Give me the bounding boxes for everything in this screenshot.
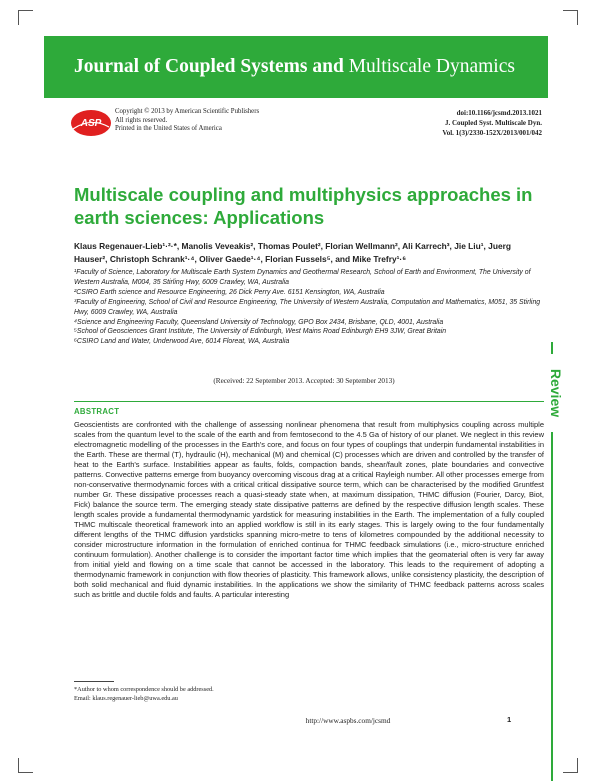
- publisher-logo: [70, 109, 112, 137]
- crop-mark-bottom-left: [18, 758, 33, 773]
- crop-mark-bottom-right: [563, 758, 578, 773]
- crop-mark-top-right: [563, 10, 578, 25]
- footnote: [74, 686, 214, 703]
- rights-line: All rights reserved.: [115, 116, 168, 124]
- journal-title-regular: Multiscale Dynamics: [348, 56, 515, 77]
- page-number: 1: [507, 715, 512, 724]
- received-dates: (Received: 22 September 2013. Accepted: 30 September 2013): [213, 377, 395, 385]
- affiliation-5: ⁵School of Geosciences Grant Institute, The University of Edinburgh, West Mains Road Edinburgh EH9 3JW, Great Britain: [74, 328, 447, 336]
- affiliation-1: ¹Faculty of Science, Laboratory for Multiscale Earth System Dynamics and Geothermal Research, School of Earth and Environment, The University of Western Australia, M004, 35 Stirling Hwy, 6009 Crawley, WA, Australia: [74, 269, 531, 286]
- affiliation-4: ⁴Science and Engineering Faculty, Queensland University of Technology, GPO Box 2434, Brisbane, QLD, 4001, Australia: [74, 318, 444, 326]
- affiliations: [74, 268, 544, 347]
- journal-title-bold: Journal of Coupled Systems and: [74, 56, 344, 77]
- affiliation-2: ²CSIRO Earth science and Resource Engineering, 26 Dick Perry Ave. 6151 Kensington, WA, Australia: [74, 288, 385, 296]
- journal-title: [74, 56, 515, 78]
- citation-block: [442, 108, 542, 138]
- footnote-author: *Author to whom correspondence should be addressed.: [74, 686, 214, 693]
- side-rule-bottom: [551, 432, 553, 781]
- publisher-logo-text: ASP: [80, 118, 102, 129]
- abstract-divider: [74, 401, 544, 402]
- review-label: Review: [548, 368, 564, 418]
- article-title: Multiscale coupling and multiphysics approaches in earth sciences: Applications: [74, 184, 533, 228]
- affiliation-6: ⁶CSIRO Land and Water, Underwood Ave, 6014 Floreat, WA, Australia: [74, 338, 290, 346]
- side-rule-top: [551, 342, 553, 354]
- copyright-line: Copyright © 2013 by American Scientific Publishers: [115, 108, 260, 115]
- affiliation-3: ³Faculty of Engineering, School of Civil and Resource Engineering, The University of Western Australia, Computation and Mathematics, M051, 35 Stirling Hwy, 6009 Crawley, WA, Australia: [74, 298, 541, 316]
- abstract-body: Geoscientists are confronted with the challenge of assessing nonlinear phenomena that result from multiphysics coupling across multiple scales from the quantum level to the scale of the earth and from femtosecond to the 4.5 Ga of history of our planet. We neglect in this review electromagnetic modelling of the processes in the Earth's core, and focus on four types of couplings that underpin fundamental instabilities in the Earth. These are thermal (T), hydraulic (H), mechanical (M) and chemical (C) processes which are driven and controlled by the transfer of heat to the Earth's surface. Instabilities appear as faults, folds, compaction bands, shear/fault zones, plate boundaries and convective patterns. Convective patterns emerge from buoyancy overcoming viscous drag at a critical Rayleigh number. All other processes emerge from non-conservative thermodynamic forces with a critical critical dissipative source term, which can be characterised by the modified Gruntfest number Gr. These dissipative processes reach a quasi-steady state when, at maximum dissipation, THMC diffusion (Fourier, Darcy, Biot, Fick) balance the source term. The emerging steady state dissipative patterns are defined by the respective diffusion length scales. These length scales provide a fundamental thermodynamic yardstick for measuring instabilities in the Earth. The implementation of a fully coupled THMC multiscale theoretical framework into an applied workflow is still in its early stages. This is largely owing to the four fundamentally different lengths of the THMC diffusion yardsticks spanning micro-metre to tens of kilometres compounded by the additional necessity to consider microstructure information in the formulation of enriched continua for THMC feedback simulations (i.e., micro-structure enriched continuum formulation). Another challenge is to consider the important factor time which implies that the geomaterial often is very far away from initial yield and flowing on a time scale that cannot be accessed in the laboratory. This leads to the requirement of adopting a thermodynamic framework in conjunction with flow theories of plasticity. This framework allows, unlike consistency plasticity, the description of both solid mechanical and fluid dynamic instabilities. In the applications we show the similarity of THMC feedback patterns across scales such as brittle and ductile folds and faults. A particular interesting: [74, 420, 544, 599]
- footnote-email: Email: klaus.regenauer-lieb@uwa.edu.au: [74, 694, 178, 702]
- crop-mark-top-left: [18, 10, 33, 25]
- doi: doi:10.1166/jcsmd.2013.1021: [456, 109, 542, 117]
- footnote-divider: [74, 681, 114, 682]
- abstract-heading: ABSTRACT: [74, 407, 120, 416]
- volume-info: Vol. 1(3)/2330-152X/2013/001/042: [442, 129, 542, 137]
- printed-line: Printed in the United States of America: [115, 125, 222, 132]
- author-list: Klaus Regenauer-Lieb¹·²·*, Manolis Veveakis², Thomas Poulet², Florian Wellmann², Ali Karrech³, Jie Liu¹, Juerg Hauser², Christoph Schrank¹·⁴, Oliver Gaede¹·⁴, Florian Fussels⁵, and Mike Trefry¹·⁶: [74, 241, 511, 264]
- copyright-notice: [115, 108, 259, 134]
- journal-abbrev: J. Coupled Syst. Multiscale Dyn.: [444, 119, 542, 127]
- journal-url: http://www.aspbs.com/jcsmd: [305, 716, 391, 725]
